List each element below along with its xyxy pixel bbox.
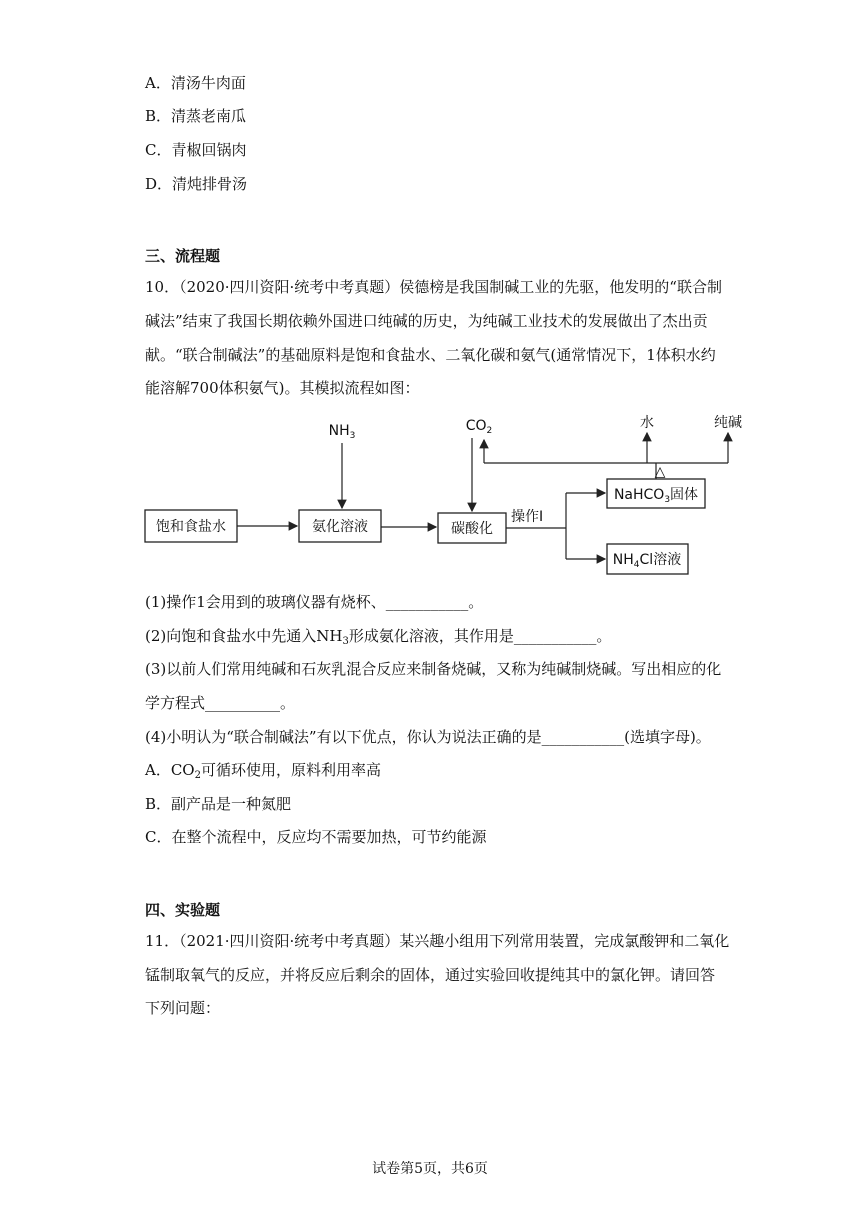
- label-ammoniated-solution: 氨化溶液: [312, 519, 368, 535]
- label-nh4cl-solution: $NH_4Cl$溶液: [612, 552, 682, 570]
- q10-line-2: 碱法”结束了我国长期依赖外国进口纯碱的历史，为纯碱工业技术的发展做出了杰出贡: [145, 312, 708, 330]
- label-nahco3-solid: NaHCO$_3$固体: [613, 487, 699, 505]
- option-c: C．青椒回锅肉: [145, 141, 247, 159]
- q10-line-4: 能溶解700体积氨气)。其模拟流程如图：: [145, 379, 420, 397]
- q10-option-c: C．在整个流程中，反应均不需要加热，可节约能源: [145, 828, 487, 846]
- label-saturated-brine: 饱和食盐水: [156, 519, 226, 535]
- label-carbonation: 碳酸化: [451, 521, 493, 537]
- label-water: 水: [640, 415, 654, 431]
- label-soda-ash: 纯碱: [714, 415, 742, 431]
- q11-line-1: 11．（2021·四川资阳·统考中考真题）某兴趣小组用下列常用装置，完成氯酸钾和二氧化: [145, 932, 730, 950]
- q10-sub3-line1: (3)以前人们常用纯碱和石灰乳混合反应来制备烧碱，又称为纯碱制烧碱。写出相应的化: [145, 660, 722, 678]
- option-b: B．清蒸老南瓜: [145, 107, 247, 125]
- q10-sub1: (1)操作1会用到的玻璃仪器有烧杯、___________。: [145, 593, 484, 611]
- q10-sub2: (2)向饱和食盐水中先通入$NH_3$形成氨化溶液，其作用是___________。: [145, 627, 612, 647]
- section-heading-experiment: 四、实验题: [145, 901, 221, 919]
- page-footer: 试卷第5页，共6页: [372, 1161, 488, 1177]
- label-co2: $CO_2$: [465, 418, 493, 436]
- section-heading-flow: 三、流程题: [145, 247, 221, 265]
- process-flow-diagram: [0, 405, 860, 585]
- label-operation-1: 操作Ⅰ: [511, 509, 544, 525]
- label-heat: △: [654, 464, 666, 480]
- q11-line-3: 下列问题：: [145, 999, 221, 1017]
- option-a: A．清汤牛肉面: [145, 74, 246, 92]
- q10-line-1: 10．（2020·四川资阳·统考中考真题）侯德榜是我国制碱工业的先驱，他发明的“联合制: [145, 278, 722, 296]
- option-d: D．清炖排骨汤: [145, 175, 248, 193]
- label-nh3: $NH_3$: [328, 423, 356, 441]
- q10-option-b: B．副产品是一种氮肥: [145, 795, 292, 813]
- q10-sub3-line2: 学方程式__________。: [145, 694, 296, 712]
- q10-line-3: 献。“联合制碱法”的基础原料是饱和食盐水、二氧化碳和氨气(通常情况下，1体积水约: [145, 346, 716, 364]
- q11-line-2: 锰制取氧气的反应，并将反应后剩余的固体，通过实验回收提纯其中的氯化钾。请回答: [145, 966, 716, 984]
- q10-option-a: A．$CO_2$可循环使用，原料利用率高: [145, 761, 381, 781]
- q10-sub4: (4)小明认为“联合制碱法”有以下优点，你认为说法正确的是___________(选填字母)。: [145, 728, 711, 746]
